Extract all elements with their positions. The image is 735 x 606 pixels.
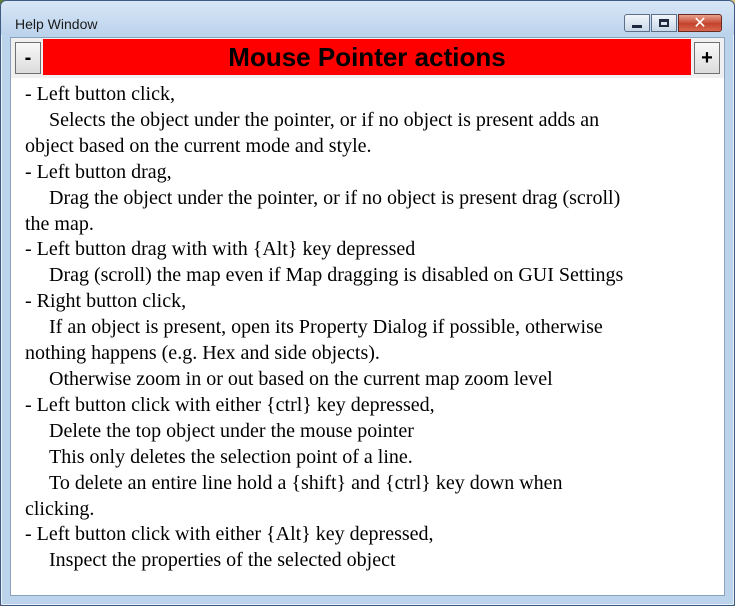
collapse-button[interactable]: - xyxy=(15,42,41,74)
maximize-button[interactable] xyxy=(651,14,677,32)
help-action-line: object based on the current mode and style. xyxy=(25,134,372,157)
help-description-line: Delete the top object under the mouse pointer xyxy=(49,419,414,442)
minimize-icon xyxy=(632,25,642,28)
close-icon: ✕ xyxy=(693,13,707,32)
expand-button[interactable]: + xyxy=(694,42,720,74)
section-title: Mouse Pointer actions xyxy=(228,41,506,72)
help-description-line: This only deletes the selection point of a line. xyxy=(49,445,413,468)
help-action-line: - Left button drag with with {Alt} key depressed xyxy=(25,238,416,261)
help-action-line: - Left button drag, xyxy=(25,160,172,183)
help-action-line: clicking. xyxy=(25,497,95,520)
help-action-line: the map. xyxy=(25,212,94,235)
minimize-button[interactable] xyxy=(624,14,650,32)
help-description-line: Selects the object under the pointer, or if no object is present adds an xyxy=(49,108,600,131)
help-action-line: - Left button click, xyxy=(25,83,175,105)
help-content-panel xyxy=(10,37,725,596)
help-action-line: - Left button click with either {ctrl} key depressed, xyxy=(25,393,435,416)
help-action-line: - Left button click with either {Alt} key depressed, xyxy=(25,523,434,546)
help-description-line: If an object is present, open its Property Dialog if possible, otherwise xyxy=(49,316,603,339)
close-button[interactable] xyxy=(678,14,722,32)
help-description-line: Otherwise zoom in or out based on the current map zoom level xyxy=(49,367,553,390)
help-description-line: Inspect the properties of the selected object xyxy=(49,549,396,572)
help-description-line: Drag (scroll) the map even if Map dragging is disabled on GUI Settings xyxy=(49,264,624,287)
section-header xyxy=(11,38,724,78)
help-description-line: Drag the object under the pointer, or if no object is present drag (scroll) xyxy=(49,186,621,209)
title-bar[interactable] xyxy=(1,1,734,35)
help-action-line: - Right button click, xyxy=(25,290,187,313)
window-title: Help Window xyxy=(15,16,98,32)
window-controls xyxy=(624,14,722,34)
help-description-line: To delete an entire line hold a {shift} and {ctrl} key down when xyxy=(49,471,563,494)
help-action-line: nothing happens (e.g. Hex and side objects). xyxy=(25,342,380,365)
help-text xyxy=(25,82,720,574)
maximize-icon xyxy=(659,19,669,27)
section-title-bar xyxy=(43,39,691,75)
